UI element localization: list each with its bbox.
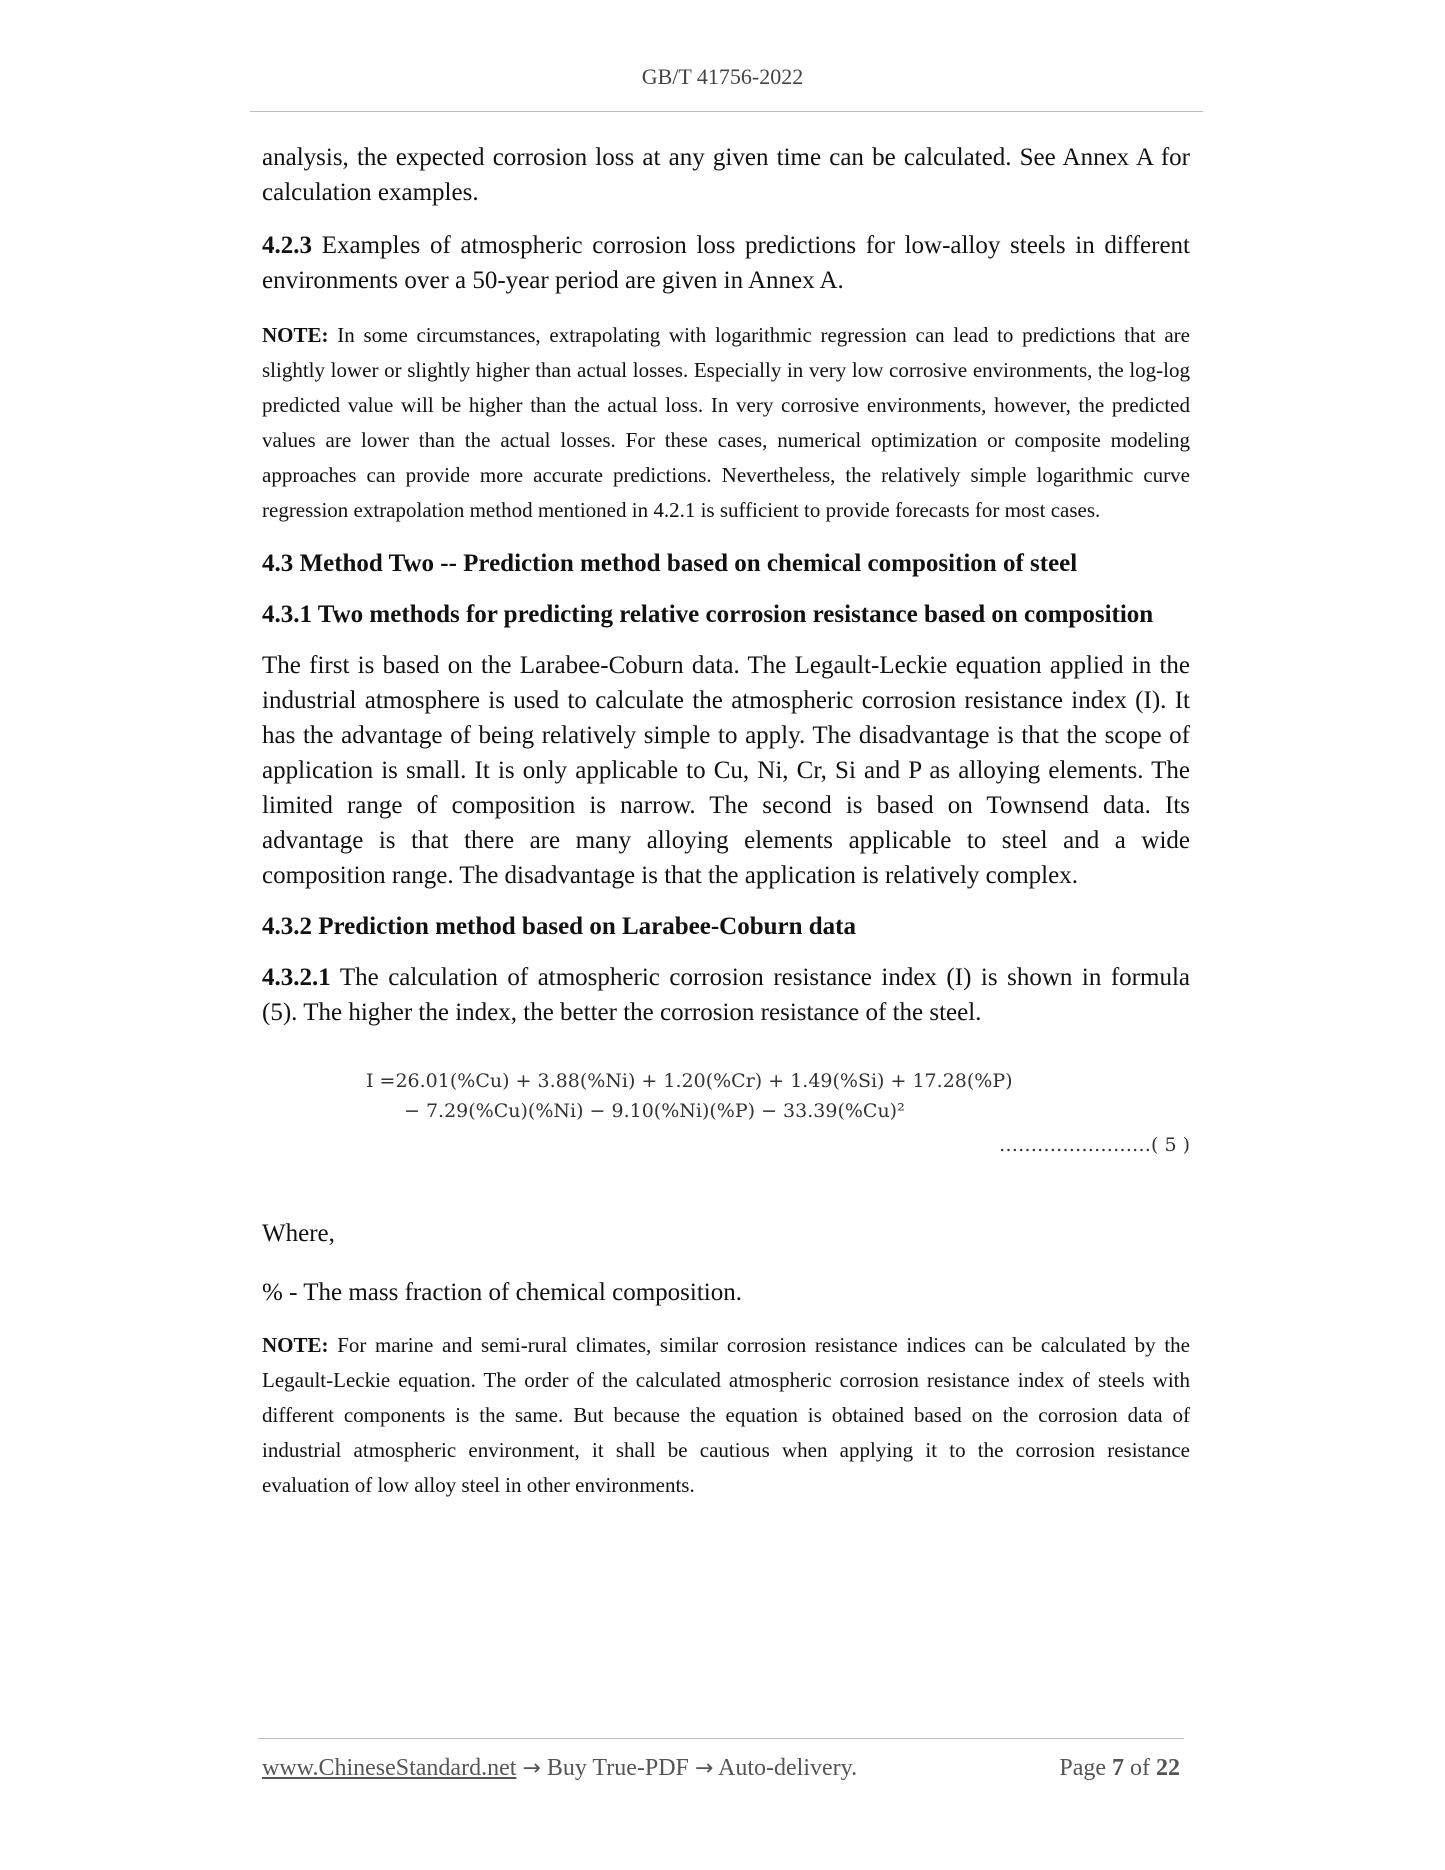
buy-pdf-text: Buy True-PDF <box>546 1755 689 1781</box>
note-label: NOTE: <box>262 323 329 347</box>
page-counter <box>1059 1755 1180 1782</box>
of-word: of <box>1130 1755 1150 1781</box>
clause-text: Examples of atmospheric corrosion loss predictions for low-alloy steels in different environments over a 50-year period are given in Annex A. <box>262 232 1191 294</box>
note-text: In some circumstances, extrapolating with logarithmic regression can lead to predictions that are slightly lower or slightly higher than actual losses. Especially in very low corrosive environments, the log-log predicted value will be higher than the actual loss. In very corrosive environments, however, the predicted values are lower than the actual losses. For these cases, numerical optimization or composite modeling approaches can provide more accurate predictions. Nevertheless, the relatively simple logarithmic curve regression extrapolation method mentioned in 4.2.1 is sufficient to provide forecasts for most cases. <box>262 323 1190 522</box>
footer-promo <box>262 1755 857 1782</box>
auto-delivery-text: Auto-delivery. <box>718 1755 858 1781</box>
arrow-right-icon: → <box>522 1756 541 1781</box>
page-total: 22 <box>1156 1755 1180 1781</box>
clause-4-3-2-1 <box>262 960 1190 1030</box>
note-label: NOTE: <box>262 1333 329 1357</box>
paragraph-analysis: analysis, the expected corrosion loss at any given time can be calculated. See Annex A for calculation examples. <box>262 144 1190 206</box>
page-word: Page <box>1059 1755 1106 1781</box>
formula-line-1: I =26.01(%Cu) + 3.88(%Ni) + 1.20(%Cr) + 1.49(%Si) + 17.28(%P) <box>366 1070 1013 1092</box>
note-extrapolation <box>262 318 1190 528</box>
percent-definition: % - The mass fraction of chemical composition. <box>262 1279 742 1306</box>
paragraph-two-methods: The first is based on the Larabee-Coburn data. The Legault-Leckie equation applied in the industrial atmosphere is used to calculate the atmospheric corrosion resistance index (I). It has the advantage of being relatively simple to apply. The disadvantage is that the scope of application is small. It is only applicable to Cu, Ni, Cr, Si and P as alloying elements. The limited range of composition is narrow. The second is based on Townsend data. Its advantage is that there are many alloying elements applicable to steel and a wide composition range. The disadvantage is that the application is relatively complex. <box>262 652 1190 889</box>
page-header <box>0 64 1445 90</box>
heading-4-3: 4.3 Method Two -- Prediction method based on chemical composition of steel <box>262 550 1078 577</box>
clause-number: 4.2.3 <box>262 232 312 259</box>
formula-5 <box>262 1070 1190 1188</box>
footer-divider <box>258 1738 1184 1739</box>
formula-number: ……………………( 5 ) <box>999 1134 1190 1156</box>
clause-4-2-3 <box>262 228 1190 298</box>
page-number: 7 <box>1112 1755 1124 1781</box>
site-link[interactable]: www.ChineseStandard.net <box>262 1755 517 1781</box>
header-divider <box>250 111 1203 112</box>
where-label: Where, <box>262 1220 335 1247</box>
clause-number: 4.3.2.1 <box>262 964 331 991</box>
page-footer <box>262 1755 1180 1791</box>
note-text: For marine and semi-rural climates, similar corrosion resistance indices can be calculated by the Legault-Leckie equation. The order of the calculated atmospheric corrosion resistance index of steels with different components is the same. But because the equation is obtained based on the corrosion data of industrial atmospheric environment, it shall be cautious when applying it to the corrosion resistance evaluation of low alloy steel in other environments. <box>262 1333 1191 1497</box>
document-body <box>262 140 1190 1503</box>
heading-4-3-1: 4.3.1 Two methods for predicting relative corrosion resistance based on composition <box>262 601 1154 628</box>
arrow-right-icon: → <box>694 1756 714 1781</box>
standard-id: GB/T 41756-2022 <box>641 64 804 89</box>
clause-text: The calculation of atmospheric corrosion resistance index (I) is shown in formula (5). The higher the index, the better the corrosion resistance of the steel. <box>262 964 1190 1026</box>
formula-line-2: − 7.29(%Cu)(%Ni) − 9.10(%Ni)(%P) − 33.39(%Cu)² <box>404 1100 905 1122</box>
note-marine-climates <box>262 1328 1190 1503</box>
heading-4-3-2: 4.3.2 Prediction method based on Larabee-Coburn data <box>262 913 857 940</box>
